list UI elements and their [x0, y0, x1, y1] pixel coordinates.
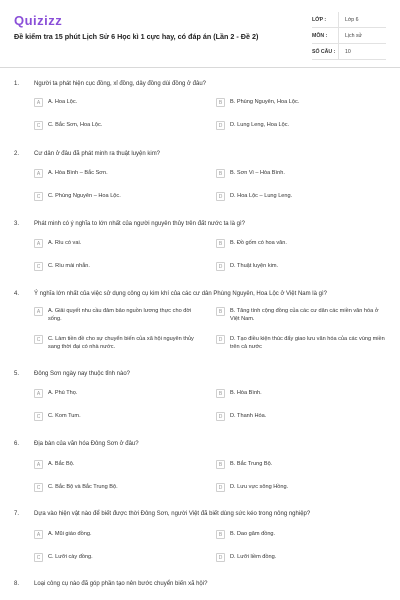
option-text: D. Lung Leng, Hoa Lộc.: [230, 122, 290, 128]
option-text: A. Rìu có vai.: [48, 240, 82, 246]
option-a[interactable]: [34, 389, 204, 398]
question-number: 2.: [14, 151, 20, 157]
option-text: A. Hòa Bình – Bắc Sơn.: [48, 170, 108, 176]
option-text: B. Đồ gốm có hoa văn.: [230, 240, 287, 246]
question-text: Loại công cụ nào đã góp phần tạo nên bước chuyển biến xã hội?: [34, 581, 208, 587]
option-letter-box: C: [34, 553, 43, 562]
option-text: D. Lưu vực sông Hồng.: [230, 484, 289, 490]
option-a[interactable]: [34, 460, 204, 469]
question-2: [14, 148, 390, 200]
question-number: 7.: [14, 511, 20, 517]
option-c[interactable]: [34, 412, 204, 421]
option-letter-box: B: [216, 307, 225, 316]
question-3: [14, 218, 390, 270]
option-letter-box: D: [216, 262, 225, 271]
option-letter-box: B: [216, 460, 225, 469]
option-text: D. Lưỡi liềm đồng.: [230, 554, 277, 560]
question-number: 3.: [14, 221, 20, 227]
page-title: Đề kiểm tra 15 phút Lịch Sử 6 Học kì 1 cực hay, có đáp án (Lần 2 - Đề 2): [14, 32, 259, 41]
option-text: B. Dao găm đồng.: [230, 531, 276, 537]
question-8: [14, 578, 390, 590]
question-1: [14, 78, 390, 129]
option-a[interactable]: [34, 169, 204, 178]
option-b[interactable]: [216, 98, 386, 107]
option-text: D. Thuật luyện kim.: [230, 263, 279, 269]
option-text: B. Hòa Bình.: [230, 390, 262, 396]
option-letter-box: D: [216, 412, 225, 421]
option-b[interactable]: [216, 389, 386, 398]
option-text: D. Thanh Hóa.: [230, 413, 267, 419]
meta-label: MÔN :: [312, 32, 328, 39]
option-d[interactable]: [216, 192, 386, 201]
option-c[interactable]: [34, 483, 204, 492]
option-letter-box: B: [216, 530, 225, 539]
option-text: C. Làm tiền đề cho sự chuyển biến của xã hội nguyên thủy sang thời đại có nhà nước.: [48, 336, 194, 350]
question-number: 4.: [14, 291, 20, 297]
option-letter-box: B: [216, 169, 225, 178]
question-number: 8.: [14, 581, 20, 587]
option-letter-box: C: [34, 483, 43, 492]
option-letter-box: D: [216, 335, 225, 344]
option-text: D. Tạo điều kiện thúc đẩy giao lưu văn hóa của các vùng miền trên cả nước: [230, 336, 385, 350]
option-b[interactable]: [216, 530, 386, 539]
quizizz-logo: Quizizz: [14, 13, 63, 28]
meta-row-count: [312, 44, 386, 60]
option-text: D. Hoa Lộc – Lung Leng.: [230, 193, 293, 199]
option-a[interactable]: [34, 239, 204, 248]
question-6: [14, 438, 390, 491]
option-letter-box: A: [34, 307, 43, 316]
option-letter-box: D: [216, 121, 225, 130]
question-text: Đông Sơn ngày nay thuộc tỉnh nào?: [34, 371, 131, 377]
meta-label: SỐ CÂU :: [312, 48, 336, 55]
header-divider: [0, 67, 400, 68]
meta-value: Lịch sử: [338, 28, 386, 43]
meta-label: LỚP :: [312, 16, 327, 23]
option-b[interactable]: [216, 239, 386, 248]
option-text: A. Bắc Bộ.: [48, 461, 75, 467]
question-text: Dựa vào hiện vật nào để biết được thời Đông Sơn, người Việt đã biết dùng sức kéo trong nông nghiệp?: [34, 511, 311, 517]
option-text: A. Hoa Lộc.: [48, 99, 78, 105]
option-letter-box: A: [34, 98, 43, 107]
option-letter-box: B: [216, 389, 225, 398]
option-letter-box: C: [34, 262, 43, 271]
question-5: [14, 368, 390, 420]
option-letter-box: C: [34, 412, 43, 421]
option-c[interactable]: [34, 553, 204, 562]
meta-box: [312, 12, 386, 60]
option-text: B. Tăng tính cộng đồng của các cư dân các miền văn hóa ở Việt Nam.: [230, 308, 379, 322]
option-letter-box: D: [216, 483, 225, 492]
meta-row-subject: [312, 28, 386, 44]
question-text: Phát minh có ý nghĩa to lớn nhất của người nguyên thủy trên đất nước ta là gì?: [34, 221, 245, 227]
option-letter-box: A: [34, 169, 43, 178]
option-text: C. Bắc Sơn, Hoa Lộc.: [48, 122, 103, 128]
option-a[interactable]: [34, 530, 204, 539]
option-text: B. Bắc Trung Bộ.: [230, 461, 273, 467]
option-d[interactable]: [216, 483, 386, 492]
option-d[interactable]: [216, 335, 386, 351]
option-text: C. Rìu mài nhẵn.: [48, 263, 90, 269]
option-text: C. Lưỡi cày đồng.: [48, 554, 93, 560]
option-text: A. Phú Thọ.: [48, 390, 78, 396]
question-7: [14, 508, 390, 561]
question-text: Người ta phát hiện cục đồng, xỉ đồng, dây đồng dùi đồng ở đâu?: [34, 81, 207, 87]
option-letter-box: A: [34, 530, 43, 539]
question-text: Cư dân ở đâu đã phát minh ra thuật luyện kim?: [34, 151, 161, 157]
option-text: B. Sơn Vi – Hòa Bình.: [230, 170, 285, 176]
option-text: A. Mũi giáo đồng.: [48, 531, 92, 537]
question-text: Ý nghĩa lớn nhất của việc sử dụng công cụ kim khí của các cư dân Phùng Nguyên, Hoa Lộc ở Việt Nam là gì?: [34, 291, 327, 297]
meta-value: Lớp 6: [338, 12, 386, 27]
option-d[interactable]: [216, 262, 386, 271]
option-a[interactable]: [34, 98, 204, 107]
option-text: C. Bắc Bộ và Bắc Trung Bộ.: [48, 484, 118, 490]
option-b[interactable]: [216, 460, 386, 469]
option-letter-box: A: [34, 389, 43, 398]
option-letter-box: A: [34, 460, 43, 469]
option-letter-box: C: [34, 335, 43, 344]
option-text: A. Giải quyết nhu cầu đảm bảo nguồn lương thực cho đời sống.: [48, 308, 192, 322]
question-4: [14, 288, 390, 350]
question-number: 1.: [14, 81, 20, 87]
option-d[interactable]: [216, 121, 386, 130]
question-number: 5.: [14, 371, 20, 377]
option-text: C. Phùng Nguyên – Hoa Lộc.: [48, 193, 121, 199]
option-a[interactable]: [34, 307, 204, 323]
option-letter-box: A: [34, 239, 43, 248]
option-letter-box: B: [216, 98, 225, 107]
option-letter-box: D: [216, 553, 225, 562]
option-c[interactable]: [34, 262, 204, 271]
option-b[interactable]: [216, 169, 386, 178]
option-letter-box: D: [216, 192, 225, 201]
meta-value: 10: [338, 44, 386, 59]
option-d[interactable]: [216, 553, 386, 562]
option-b[interactable]: [216, 307, 386, 323]
question-text: Địa bàn của văn hóa Đông Sơn ở đâu?: [34, 441, 139, 447]
option-c[interactable]: [34, 121, 204, 130]
meta-row-class: [312, 12, 386, 28]
option-d[interactable]: [216, 412, 386, 421]
option-letter-box: B: [216, 239, 225, 248]
option-letter-box: C: [34, 192, 43, 201]
option-letter-box: C: [34, 121, 43, 130]
option-c[interactable]: [34, 192, 204, 201]
question-number: 6.: [14, 441, 20, 447]
option-c[interactable]: [34, 335, 204, 351]
option-text: C. Kom Tum.: [48, 413, 81, 419]
option-text: B. Phùng Nguyên, Hoa Lộc.: [230, 99, 300, 105]
